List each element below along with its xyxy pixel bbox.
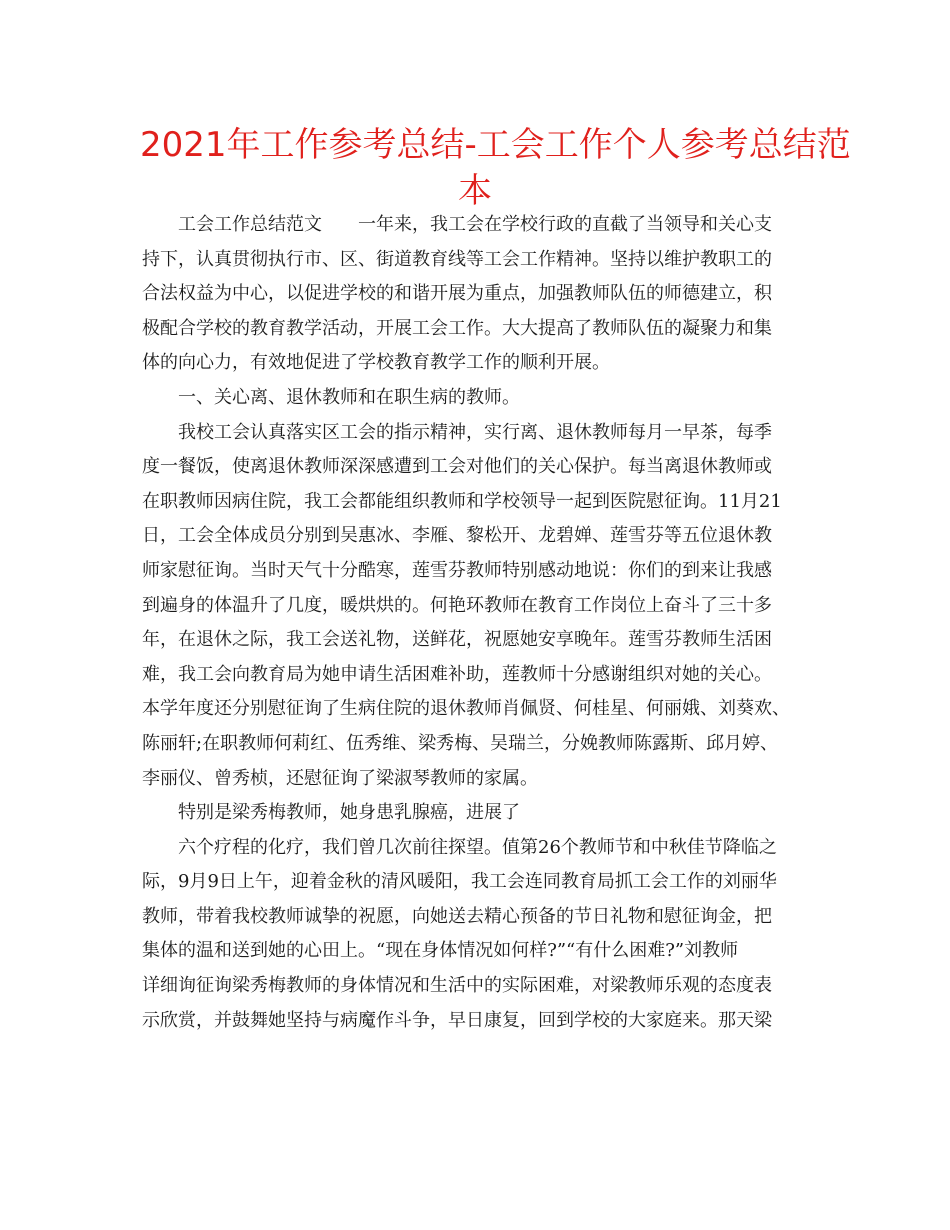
body-text-line: 师家慰征询。当时天气十分酷寒，莲雪芬教师特别感动地说：你们的到来让我感 [142, 559, 772, 581]
body-text-line: 一、关心离、退休教师和在职生病的教师。 [178, 386, 520, 408]
body-text-line: 难，我工会向教育局为她申请生活困难补助，莲教师十分感谢组织对她的关心。 [142, 663, 772, 685]
body-text-line: 陈丽轩;在职教师何莉红、伍秀维、梁秀梅、吴瑞兰，分娩教师陈露斯、邱月婷、 [142, 732, 779, 754]
body-text-line: 特别是梁秀梅教师，她身患乳腺癌，进展了 [178, 802, 520, 824]
body-text-line: 李丽仪、曾秀桢，还慰征询了梁淑琴教师的家属。 [142, 767, 538, 789]
body-text-line: 度一餐饭，使离退休教师深深感遭到工会对他们的关心保护。每当离退休教师或 [142, 456, 772, 478]
document-title [140, 122, 851, 214]
body-text-line: 六个疗程的化疗，我们曾几次前往探望。值第26个教师节和中秋佳节降临之 [178, 836, 777, 858]
body-text-line: 际，9月9日上午，迎着金秋的清风暖阳，我工会连同教育局抓工会工作的刘丽华 [142, 871, 777, 893]
body-text-line: 集体的温和送到她的心田上。“现在身体情况如何样?”“有什么困难?”刘教师 [142, 940, 739, 962]
body-text-line: 示欣赏，并鼓舞她坚持与病魔作斗争，早日康复，回到学校的大家庭来。那天梁 [142, 1009, 772, 1031]
body-text-line: 日，工会全体成员分别到吴惠冰、李雁、黎松开、龙碧婵、莲雪芬等五位退休教 [142, 525, 772, 547]
body-text-line: 本学年度还分别慰征询了生病住院的退休教师肖佩贤、何桂星、何丽娥、刘葵欢、 [142, 698, 790, 720]
body-text-line: 体的向心力，有效地促进了学校教育教学工作的顺利开展。 [142, 352, 610, 374]
body-text-line: 我校工会认真落实区工会的指示精神，实行离、退休教师每月一早茶，每季 [178, 421, 772, 443]
body-text-line: 合法权益为中心，以促进学校的和谐开展为重点，加强教师队伍的师德建立，积 [142, 283, 772, 305]
document-body [142, 208, 808, 1038]
document-title-line: 本 [458, 171, 492, 211]
document-title-line: 2021年工作参考总结-工会工作个人参考总结范 [140, 125, 851, 165]
body-text-line: 极配合学校的教育教学活动，开展工会工作。大大提高了教师队伍的凝聚力和集 [142, 317, 772, 339]
body-text-line: 详细询征询梁秀梅教师的身体情况和生活中的实际困难，对梁教师乐观的态度表 [142, 975, 772, 997]
body-text-line: 工会工作总结范文 一年来，我工会在学校行政的直截了当领导和关心支 [178, 214, 772, 235]
body-text-line: 持下，认真贯彻执行市、区、街道教育线等工会工作精神。坚持以维护教职工的 [142, 248, 772, 270]
body-text-line: 在职教师因病住院，我工会都能组织教师和学校领导一起到医院慰征询。11月21 [142, 490, 782, 512]
body-text-line: 到遍身的体温升了几度，暖烘烘的。何艳环教师在教育工作岗位上奋斗了三十多 [142, 594, 772, 616]
body-text-line: 年，在退休之际，我工会送礼物，送鲜花，祝愿她安享晚年。莲雪芬教师生活困 [142, 629, 772, 651]
body-text-line: 教师，带着我校教师诚挚的祝愿，向她送去精心预备的节日礼物和慰征询金，把 [142, 905, 772, 927]
